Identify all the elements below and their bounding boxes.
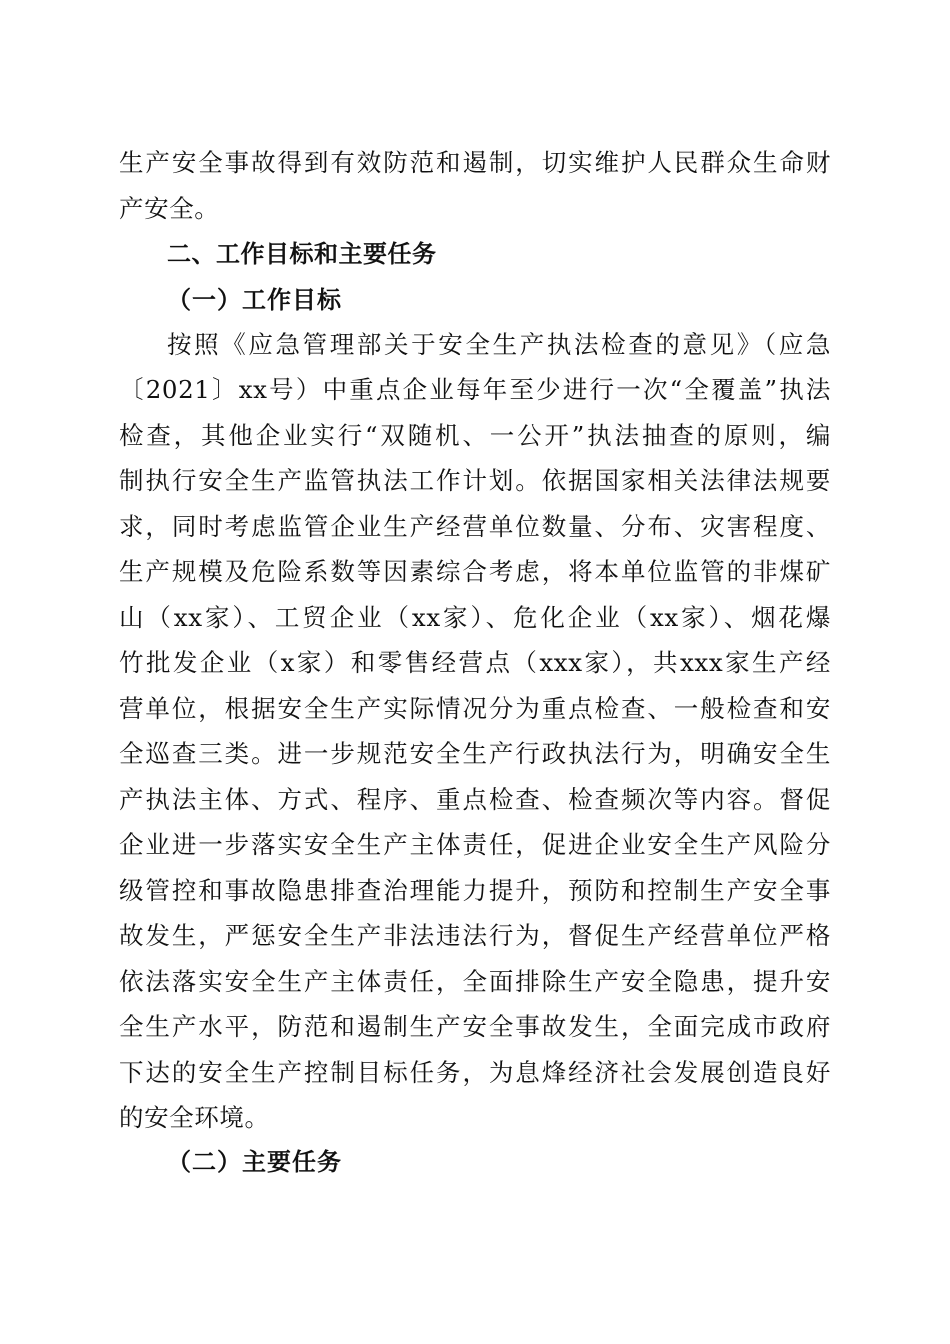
subsection-title-tasks: （二）主要任务 — [167, 1147, 342, 1176]
paragraph-line: 求，同时考虑监管企业生产经营单位数量、分布、灾害程度、 — [119, 512, 831, 541]
paragraph-line: 产执法主体、方式、程序、重点检查、检查频次等内容。督促 — [119, 785, 831, 814]
subsection-title-goals: （一）工作目标 — [167, 285, 342, 314]
paragraph-line: 营单位，根据安全生产实际情况分为重点检查、一般检查和安 — [119, 694, 831, 723]
paragraph-line: 级管控和事故隐患排查治理能力提升，预防和控制生产安全事 — [119, 876, 831, 905]
paragraph-line: 依法落实安全生产主体责任，全面排除生产安全隐患，提升安 — [119, 967, 831, 996]
paragraph-line: 生产规模及危险系数等因素综合考虑，将本单位监管的非煤矿 — [119, 557, 831, 586]
paragraph-line: 山（xx家）、工贸企业（xx家）、危化企业（xx家）、烟花爆 — [119, 603, 831, 632]
paragraph-line: 全巡查三类。进一步规范安全生产行政执法行为，明确安全生 — [119, 739, 831, 768]
paragraph-line: 竹批发企业（x家）和零售经营点（xxx家），共xxx家生产经 — [119, 648, 831, 677]
paragraph-line: 检查，其他企业实行“双随机、一公开”执法抽查的原则，编 — [119, 421, 831, 450]
paragraph-line: 全生产水平，防范和遏制生产安全事故发生，全面完成市政府 — [119, 1012, 831, 1041]
paragraph-line: 按照《应急管理部关于安全生产执法检查的意见》（应急 — [167, 330, 831, 359]
section-heading: 二、工作目标和主要任务 — [167, 240, 437, 268]
paragraph-line: 〔2021〕xx号）中重点企业每年至少进行一次“全覆盖”执法 — [119, 375, 831, 404]
paragraph-line: 制执行安全生产监管执法工作计划。依据国家相关法律法规要 — [119, 466, 831, 495]
paragraph-line: 故发生，严惩安全生产非法违法行为，督促生产经营单位严格 — [119, 921, 831, 950]
intro-line: 产安全。 — [119, 194, 220, 223]
paragraph-line: 下达的安全生产控制目标任务，为息烽经济社会发展创造良好 — [119, 1058, 831, 1087]
intro-line: 生产安全事故得到有效防范和遏制，切实维护人民群众生命财 — [119, 148, 831, 177]
paragraph-line: 企业进一步落实安全生产主体责任，促进企业安全生产风险分 — [119, 830, 831, 859]
paragraph-line: 的安全环境。 — [119, 1103, 270, 1132]
